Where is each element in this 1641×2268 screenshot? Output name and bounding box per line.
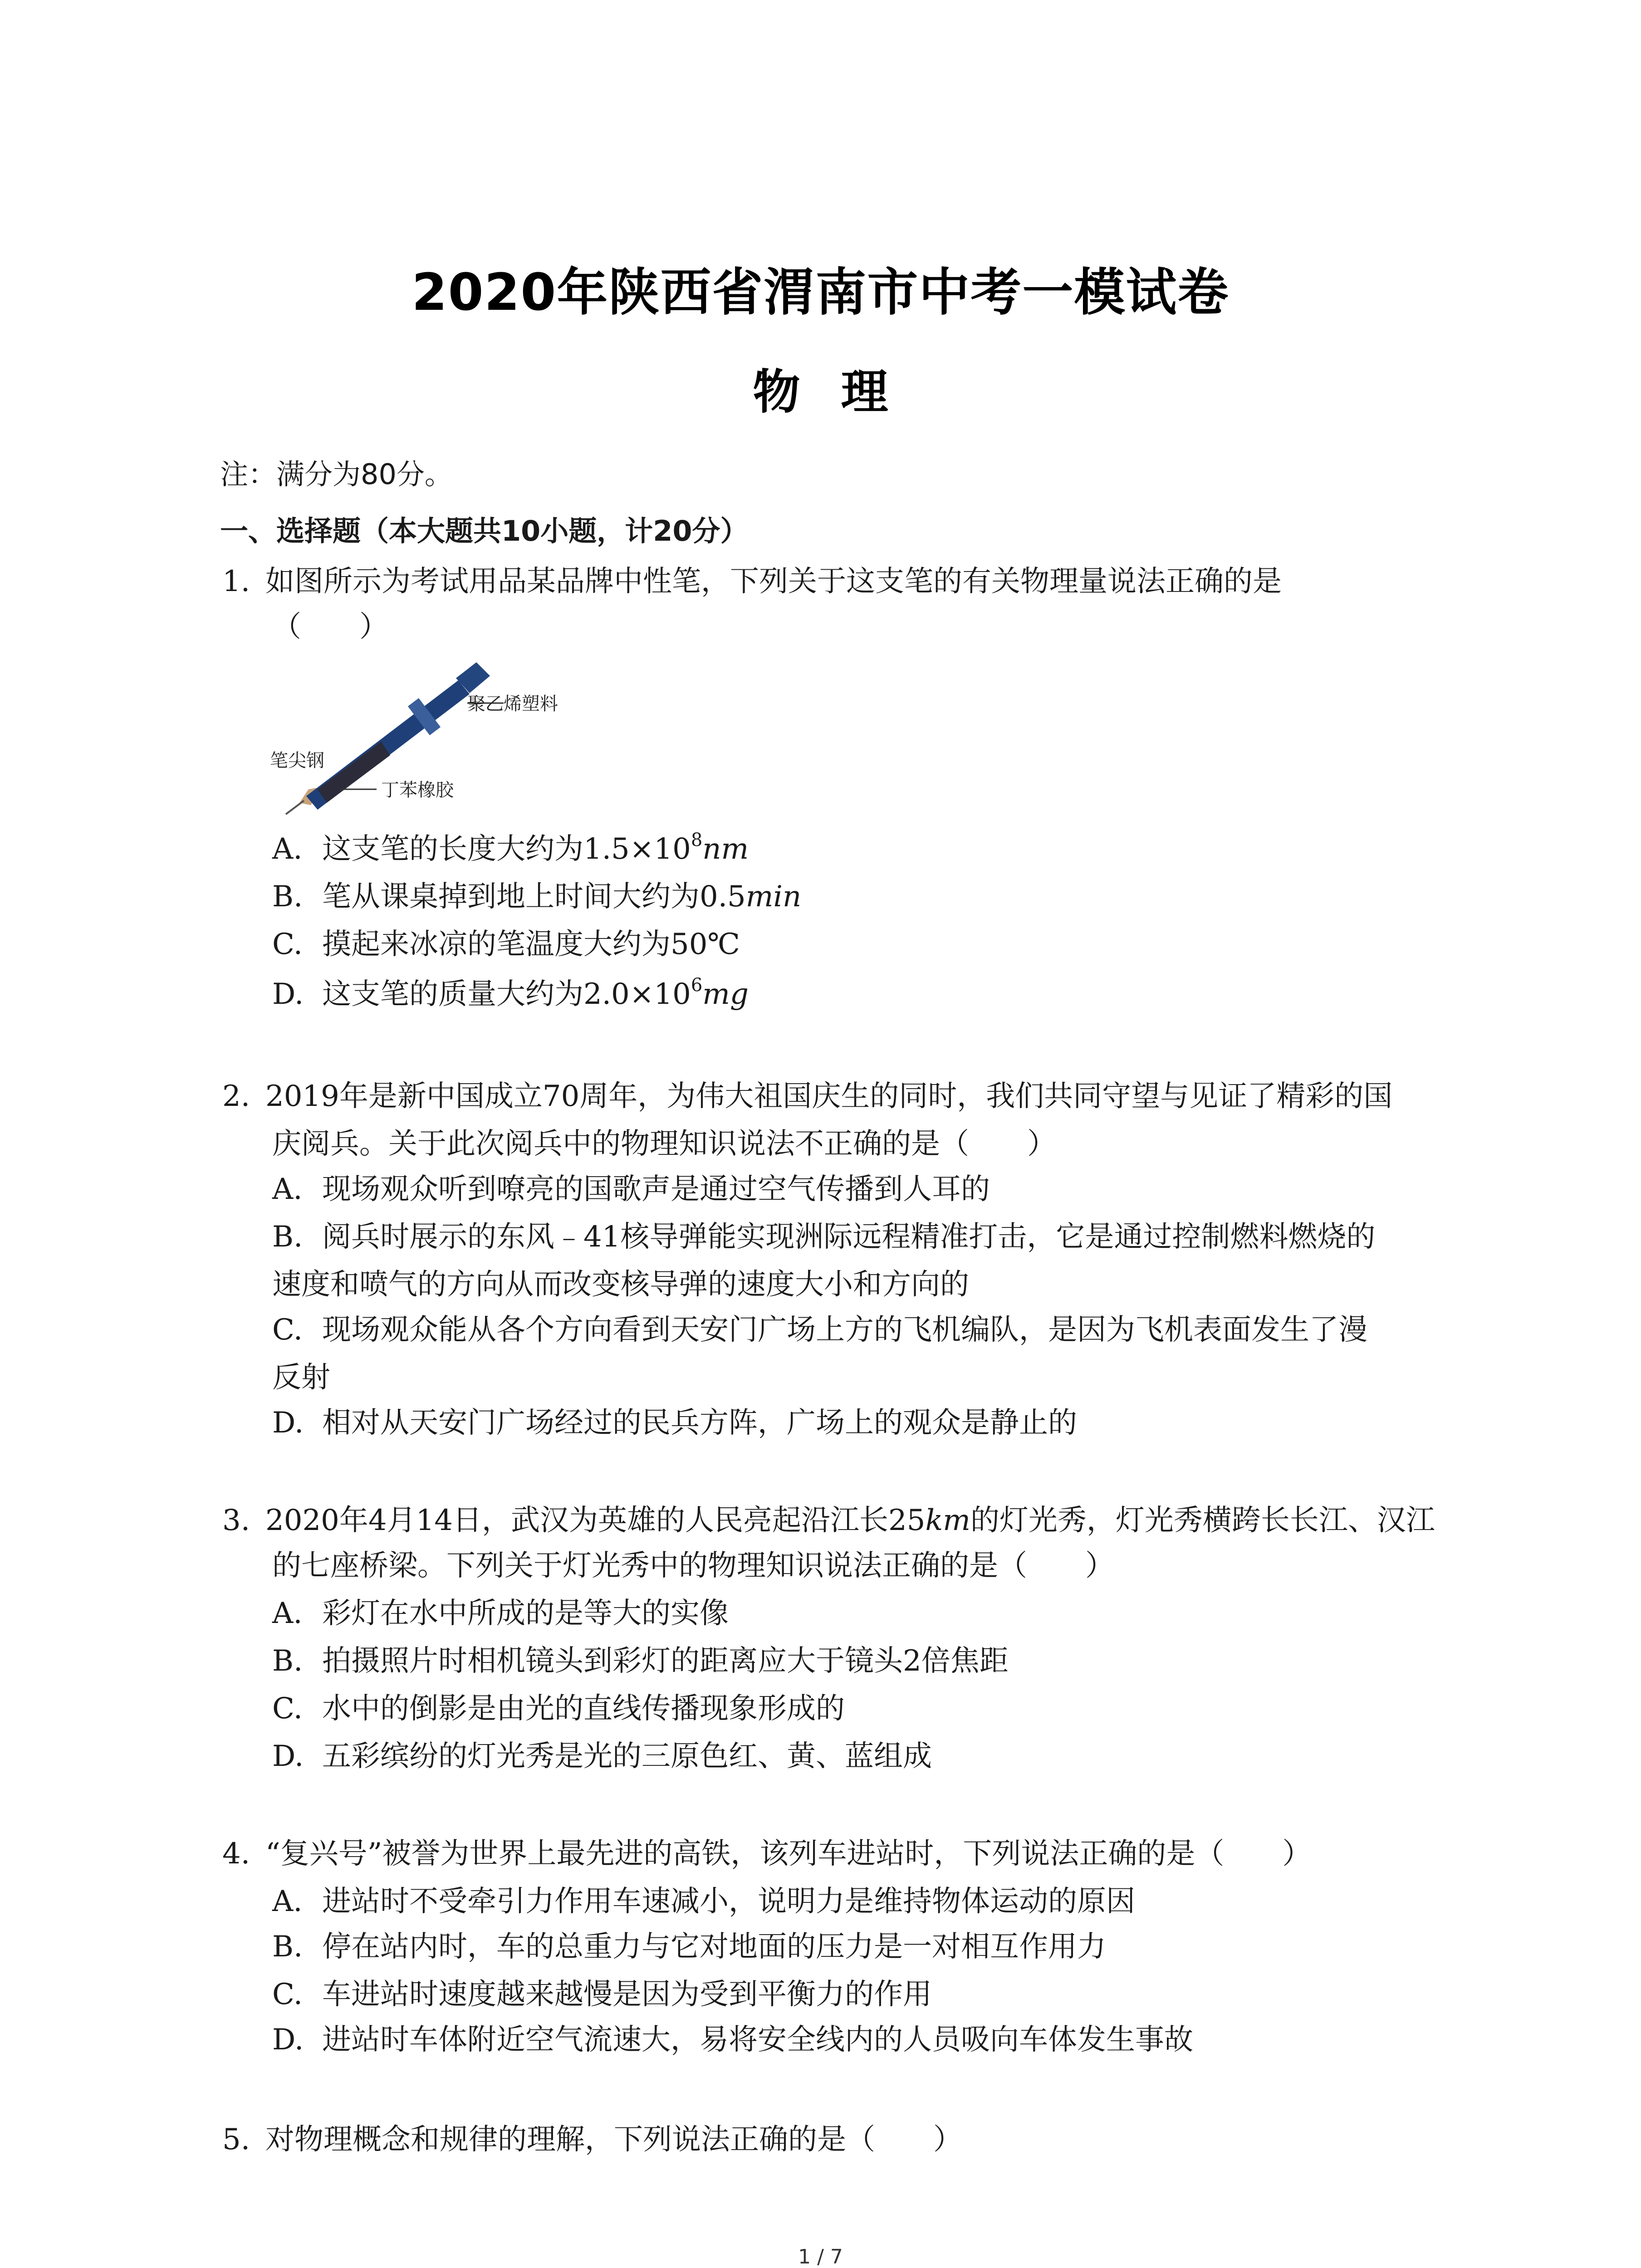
option-b: B. 笔从课桌掉到地上时间大约为0.5min: [272, 880, 802, 914]
answer-paren: （ ）: [272, 610, 388, 644]
option-a: A. 这支笔的长度大约为$1.5\times 10^8nm$: [272, 830, 749, 866]
option-c: C. 车进站时速度越来越慢是因为受到平衡力的作用: [272, 1978, 932, 2011]
question-number: 1.: [222, 565, 250, 598]
question-number: 2.: [222, 1080, 250, 1113]
option-a: A. 现场观众听到嘹亮的国歌声是通过空气传播到人耳的: [272, 1173, 990, 1206]
question-number: 5.: [222, 2123, 250, 2156]
label-rubber: 丁苯橡胶: [381, 780, 454, 801]
option-b: B. 停在站内时，车的总重力与它对地面的压力是一对相互作用力: [272, 1930, 1106, 1964]
label-polystyrene: 聚乙烯塑料: [467, 694, 558, 714]
label-pen-tip: 笔尖钢: [270, 750, 324, 771]
section-heading: 一、选择题（本大题共10小题，计20分）: [220, 514, 749, 547]
question-number: 3.: [222, 1504, 250, 1537]
score-note: 注：满分为80分。: [220, 458, 453, 491]
option-d: D. 五彩缤纷的灯光秀是光的三原色红、黄、蓝组成: [272, 1740, 932, 1773]
option-a: A. 彩灯在水中所成的是等大的实像: [272, 1597, 729, 1630]
subject-title: 物理: [753, 364, 929, 420]
option-c: C. 水中的倒影是由光的直线传播现象形成的: [272, 1692, 845, 1725]
question-stem: 如图所示为考试用品某品牌中性笔，下列关于这支笔的有关物理量说法正确的是: [265, 565, 1282, 598]
question-stem: 2020年4月14日，武汉为英雄的人民亮起沿江长25km的灯光秀，灯光秀横跨长长江、汉江: [265, 1504, 1435, 1537]
option-c-cont: 反射: [272, 1361, 330, 1394]
option-d: D. 进站时车体附近空气流速大，易将安全线内的人员吸向车体发生事故: [272, 2023, 1193, 2057]
option-a: A. 进站时不受牵引力作用车速减小，说明力是维持物体运动的原因: [272, 1885, 1135, 1918]
question-stem: “复兴号”被誉为世界上最先进的高铁，该列车进站时，下列说法正确的是（ ）: [265, 1837, 1312, 1871]
question-stem: 对物理概念和规律的理解，下列说法正确的是（ ）: [265, 2123, 962, 2156]
option-d: D. 相对从天安门广场经过的民兵方阵，广场上的观众是静止的: [272, 1406, 1077, 1440]
option-b: B. 阅兵时展示的东风﹣41核导弹能实现洲际远程精准打击，它是通过控制燃料燃烧的: [272, 1220, 1376, 1254]
question-stem-cont: 庆阅兵。关于此次阅兵中的物理知识说法不正确的是（ ）: [272, 1127, 1056, 1161]
option-b: B. 拍摄照片时相机镜头到彩灯的距离应大于镜头2倍焦距: [272, 1644, 1009, 1678]
option-d: D. 这支笔的质量大约为$2.0\times 10^6mg$: [272, 975, 749, 1011]
option-c: C. 摸起来冰凉的笔温度大约为50℃: [272, 928, 740, 961]
option-c: C. 现场观众能从各个方向看到天安门广场上方的飞机编队，是因为飞机表面发生了漫: [272, 1313, 1367, 1347]
page-number: 1 / 7: [798, 2245, 843, 2268]
question-stem: 2019年是新中国成立70周年，为伟大祖国庆生的同时，我们共同守望与见证了精彩的国: [265, 1080, 1393, 1113]
question-number: 4.: [222, 1837, 250, 1871]
question-stem-cont: 的七座桥梁。下列关于灯光秀中的物理知识说法正确的是（ ）: [272, 1549, 1114, 1583]
exam-title: 2020年陕西省渭南市中考一模试卷: [411, 263, 1230, 322]
option-b-cont: 速度和喷气的方向从而改变核导弹的速度大小和方向的: [272, 1268, 969, 1301]
pen-figure: [268, 653, 594, 816]
